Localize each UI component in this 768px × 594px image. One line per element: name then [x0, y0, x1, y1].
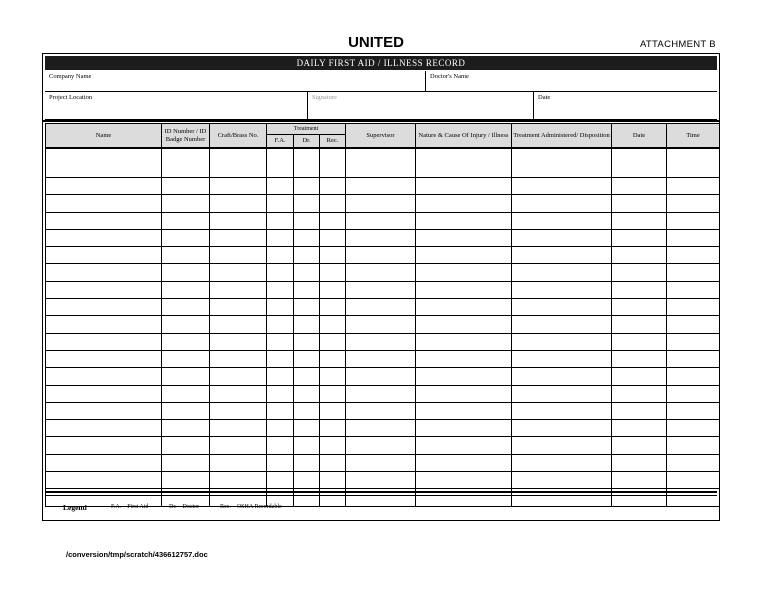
table-row — [46, 420, 720, 437]
table-cell[interactable] — [512, 264, 612, 281]
table-cell[interactable] — [46, 454, 162, 471]
table-cell[interactable] — [267, 195, 294, 212]
table-cell[interactable] — [346, 472, 416, 489]
table-cell[interactable] — [416, 350, 512, 367]
table-cell[interactable] — [612, 299, 667, 316]
table-cell[interactable] — [267, 437, 294, 454]
table-cell[interactable] — [612, 350, 667, 367]
table-cell[interactable] — [612, 178, 667, 195]
table-cell[interactable] — [210, 281, 267, 298]
table-cell[interactable] — [416, 264, 512, 281]
table-cell[interactable] — [320, 299, 346, 316]
table-cell[interactable] — [162, 472, 210, 489]
table-cell[interactable] — [294, 178, 320, 195]
legend-box — [45, 495, 717, 518]
col-id-number: ID Number / ID Badge Number — [162, 124, 210, 149]
table-cell[interactable] — [612, 333, 667, 350]
col-supervisor: Supervisor — [346, 124, 416, 149]
table-cell[interactable] — [320, 247, 346, 264]
table-cell[interactable] — [267, 148, 294, 178]
table-cell[interactable] — [320, 350, 346, 367]
table-cell[interactable] — [416, 385, 512, 402]
table-cell[interactable] — [46, 333, 162, 350]
table-row — [46, 299, 720, 316]
table-cell[interactable] — [210, 316, 267, 333]
table-cell[interactable] — [320, 178, 346, 195]
table-cell[interactable] — [346, 420, 416, 437]
table-cell[interactable] — [416, 420, 512, 437]
table-cell[interactable] — [210, 178, 267, 195]
legend-rec: Rec. – OSHA Recordable — [220, 504, 282, 510]
table-cell[interactable] — [267, 420, 294, 437]
table-cell[interactable] — [612, 281, 667, 298]
project-location-field[interactable] — [45, 92, 307, 119]
col-name: Name — [46, 124, 162, 149]
table-cell[interactable] — [320, 368, 346, 385]
table-row — [46, 264, 720, 281]
table-cell[interactable] — [512, 454, 612, 471]
table-cell[interactable] — [294, 333, 320, 350]
table-cell[interactable] — [346, 148, 416, 178]
table-cell[interactable] — [612, 229, 667, 246]
table-cell[interactable] — [210, 229, 267, 246]
table-cell[interactable] — [667, 437, 720, 454]
table-row — [46, 368, 720, 385]
table-cell[interactable] — [294, 247, 320, 264]
table-cell[interactable] — [346, 281, 416, 298]
table-cell[interactable] — [416, 402, 512, 419]
table-cell[interactable] — [46, 195, 162, 212]
table-cell[interactable] — [294, 212, 320, 229]
table-cell[interactable] — [612, 454, 667, 471]
table-cell[interactable] — [667, 212, 720, 229]
table-cell[interactable] — [294, 437, 320, 454]
first-aid-record-form — [42, 53, 720, 521]
table-cell[interactable] — [162, 368, 210, 385]
table-cell[interactable] — [346, 350, 416, 367]
table-cell[interactable] — [46, 402, 162, 419]
table-cell[interactable] — [346, 264, 416, 281]
table-cell[interactable] — [210, 368, 267, 385]
table-cell[interactable] — [294, 264, 320, 281]
table-body — [46, 148, 720, 506]
table-cell[interactable] — [267, 281, 294, 298]
table-cell[interactable] — [210, 420, 267, 437]
table-cell[interactable] — [667, 454, 720, 471]
project-location-label: Project Location — [49, 94, 93, 101]
table-cell[interactable] — [416, 437, 512, 454]
table-cell[interactable] — [512, 316, 612, 333]
table-cell[interactable] — [267, 472, 294, 489]
table-cell[interactable] — [667, 316, 720, 333]
table-cell[interactable] — [267, 333, 294, 350]
table-cell[interactable] — [210, 299, 267, 316]
table-row — [46, 229, 720, 246]
col-dr: Dr. — [294, 135, 320, 149]
table-cell[interactable] — [162, 385, 210, 402]
table-cell[interactable] — [667, 247, 720, 264]
table-cell[interactable] — [210, 148, 267, 178]
legend-dr: Dr. – Doctor — [169, 504, 200, 510]
table-cell[interactable] — [512, 247, 612, 264]
table-cell[interactable] — [162, 229, 210, 246]
table-cell[interactable] — [294, 368, 320, 385]
table-cell[interactable] — [162, 264, 210, 281]
table-cell[interactable] — [612, 195, 667, 212]
table-cell[interactable] — [346, 247, 416, 264]
table-cell[interactable] — [210, 264, 267, 281]
signature-field[interactable] — [308, 92, 532, 119]
table-cell[interactable] — [512, 368, 612, 385]
table-cell[interactable] — [346, 229, 416, 246]
table-cell[interactable] — [162, 350, 210, 367]
table-cell[interactable] — [46, 178, 162, 195]
col-treatment-administered: Treatment Administered/ Disposition — [512, 124, 612, 149]
signature-label: Signature — [312, 94, 337, 101]
table-cell[interactable] — [267, 402, 294, 419]
table-cell[interactable] — [512, 385, 612, 402]
table-cell[interactable] — [667, 402, 720, 419]
table-cell[interactable] — [416, 195, 512, 212]
table-cell[interactable] — [512, 299, 612, 316]
table-row — [46, 385, 720, 402]
table-cell[interactable] — [162, 437, 210, 454]
table-cell[interactable] — [667, 229, 720, 246]
table-cell[interactable] — [416, 368, 512, 385]
table-cell[interactable] — [612, 212, 667, 229]
table-row — [46, 247, 720, 264]
table-cell[interactable] — [612, 316, 667, 333]
table-cell[interactable] — [210, 195, 267, 212]
table-row — [46, 350, 720, 367]
table-cell[interactable] — [320, 333, 346, 350]
table-row — [46, 472, 720, 489]
table-cell[interactable] — [294, 402, 320, 419]
table-cell[interactable] — [320, 316, 346, 333]
table-cell[interactable] — [512, 148, 612, 178]
table-cell[interactable] — [346, 368, 416, 385]
location-signature-row — [45, 92, 717, 120]
table-cell[interactable] — [210, 437, 267, 454]
table-cell[interactable] — [46, 385, 162, 402]
table-cell[interactable] — [612, 402, 667, 419]
table-row — [46, 402, 720, 419]
table-cell[interactable] — [210, 402, 267, 419]
table-cell[interactable] — [294, 281, 320, 298]
table-row — [46, 437, 720, 454]
table-cell[interactable] — [667, 299, 720, 316]
table-cell[interactable] — [267, 247, 294, 264]
col-rec: Rec. — [320, 135, 346, 149]
col-fa: F.A. — [267, 135, 294, 149]
table-row — [46, 454, 720, 471]
table-cell[interactable] — [667, 472, 720, 489]
table-cell[interactable] — [416, 472, 512, 489]
table-cell[interactable] — [46, 420, 162, 437]
table-cell[interactable] — [210, 247, 267, 264]
table-cell[interactable] — [612, 247, 667, 264]
table-cell[interactable] — [294, 299, 320, 316]
injury-log-table — [45, 123, 720, 507]
table-cell[interactable] — [416, 247, 512, 264]
table-row — [46, 212, 720, 229]
date-label: Date — [538, 94, 551, 101]
table-cell[interactable] — [210, 333, 267, 350]
doctor-name-field[interactable] — [426, 71, 717, 91]
table-cell[interactable] — [162, 333, 210, 350]
table-cell[interactable] — [294, 195, 320, 212]
table-cell[interactable] — [294, 472, 320, 489]
table-cell[interactable] — [612, 420, 667, 437]
table-row — [46, 178, 720, 195]
table-cell[interactable] — [416, 316, 512, 333]
table-row — [46, 148, 720, 178]
table-cell[interactable] — [210, 472, 267, 489]
date-field[interactable] — [534, 92, 717, 119]
table-cell[interactable] — [320, 264, 346, 281]
table-cell[interactable] — [320, 212, 346, 229]
table-cell[interactable] — [320, 472, 346, 489]
table-cell[interactable] — [667, 385, 720, 402]
table-cell[interactable] — [667, 148, 720, 178]
table-cell[interactable] — [267, 316, 294, 333]
table-cell[interactable] — [512, 212, 612, 229]
col-time: Time — [667, 124, 720, 149]
table-cell[interactable] — [512, 229, 612, 246]
table-cell[interactable] — [667, 178, 720, 195]
table-cell[interactable] — [667, 333, 720, 350]
col-craft: Craft/Brass No. — [210, 124, 267, 149]
table-cell[interactable] — [612, 264, 667, 281]
company-name-field[interactable] — [45, 71, 425, 91]
table-cell[interactable] — [162, 148, 210, 178]
table-cell[interactable] — [267, 212, 294, 229]
table-cell[interactable] — [320, 402, 346, 419]
table-cell[interactable] — [267, 264, 294, 281]
table-cell[interactable] — [210, 454, 267, 471]
table-cell[interactable] — [46, 299, 162, 316]
table-cell[interactable] — [346, 316, 416, 333]
table-cell[interactable] — [416, 333, 512, 350]
table-cell[interactable] — [667, 350, 720, 367]
legend-title: Legend — [63, 503, 87, 512]
legend-fa: F.A. – First Aid — [111, 504, 149, 510]
table-cell[interactable] — [162, 281, 210, 298]
table-cell[interactable] — [46, 229, 162, 246]
table-cell[interactable] — [320, 229, 346, 246]
table-cell[interactable] — [612, 437, 667, 454]
table-cell[interactable] — [416, 281, 512, 298]
table-cell[interactable] — [320, 454, 346, 471]
table-cell[interactable] — [294, 148, 320, 178]
table-row — [46, 195, 720, 212]
company-name-label: Company Name — [49, 73, 92, 80]
table-cell[interactable] — [267, 229, 294, 246]
table-cell[interactable] — [416, 229, 512, 246]
table-cell[interactable] — [46, 247, 162, 264]
table-row — [46, 316, 720, 333]
table-cell[interactable] — [320, 437, 346, 454]
table-cell[interactable] — [210, 212, 267, 229]
file-path-footer: /conversion/tmp/scratch/436612757.doc — [66, 550, 208, 559]
document-title: UNITED — [348, 34, 404, 51]
table-cell[interactable] — [267, 299, 294, 316]
table-cell[interactable] — [294, 350, 320, 367]
table-cell[interactable] — [210, 385, 267, 402]
table-cell[interactable] — [267, 350, 294, 367]
company-doctor-row — [45, 71, 717, 92]
table-cell[interactable] — [320, 281, 346, 298]
table-cell[interactable] — [346, 454, 416, 471]
table-cell[interactable] — [46, 148, 162, 178]
table-cell[interactable] — [512, 402, 612, 419]
table-cell[interactable] — [512, 472, 612, 489]
table-cell[interactable] — [346, 195, 416, 212]
table-cell[interactable] — [667, 368, 720, 385]
col-date: Date — [612, 124, 667, 149]
table-cell[interactable] — [346, 178, 416, 195]
table-cell[interactable] — [267, 454, 294, 471]
table-cell[interactable] — [346, 437, 416, 454]
table-cell[interactable] — [162, 195, 210, 212]
table-cell[interactable] — [294, 229, 320, 246]
table-cell[interactable] — [162, 316, 210, 333]
table-cell[interactable] — [612, 472, 667, 489]
form-banner: DAILY FIRST AID / ILLNESS RECORD — [45, 56, 717, 70]
table-cell[interactable] — [346, 299, 416, 316]
table-cell[interactable] — [162, 420, 210, 437]
table-cell[interactable] — [667, 264, 720, 281]
table-cell[interactable] — [416, 148, 512, 178]
table-cell[interactable] — [162, 402, 210, 419]
table-cell[interactable] — [320, 420, 346, 437]
table-cell[interactable] — [612, 368, 667, 385]
table-cell[interactable] — [512, 178, 612, 195]
table-cell[interactable] — [162, 299, 210, 316]
table-cell[interactable] — [667, 420, 720, 437]
table-cell[interactable] — [416, 299, 512, 316]
table-cell[interactable] — [667, 281, 720, 298]
table-cell[interactable] — [267, 178, 294, 195]
table-cell[interactable] — [46, 437, 162, 454]
table-cell[interactable] — [46, 264, 162, 281]
table-cell[interactable] — [46, 212, 162, 229]
table-cell[interactable] — [162, 454, 210, 471]
table-cell[interactable] — [294, 385, 320, 402]
table-cell[interactable] — [320, 385, 346, 402]
table-cell[interactable] — [162, 178, 210, 195]
table-cell[interactable] — [46, 316, 162, 333]
table-cell[interactable] — [346, 333, 416, 350]
section-rule — [43, 120, 719, 122]
table-cell[interactable] — [210, 350, 267, 367]
table-cell[interactable] — [46, 350, 162, 367]
table-cell[interactable] — [416, 454, 512, 471]
table-cell[interactable] — [612, 385, 667, 402]
table-cell[interactable] — [512, 437, 612, 454]
table-cell[interactable] — [162, 212, 210, 229]
table-cell[interactable] — [294, 316, 320, 333]
legend — [45, 491, 717, 518]
table-cell[interactable] — [46, 472, 162, 489]
table-cell[interactable] — [612, 148, 667, 178]
table-row — [46, 333, 720, 350]
table-cell[interactable] — [346, 212, 416, 229]
table-cell[interactable] — [512, 333, 612, 350]
table-cell[interactable] — [162, 247, 210, 264]
table-cell[interactable] — [267, 385, 294, 402]
table-cell[interactable] — [346, 402, 416, 419]
table-cell[interactable] — [667, 195, 720, 212]
table-cell[interactable] — [512, 350, 612, 367]
attachment-label: ATTACHMENT B — [640, 39, 716, 50]
table-cell[interactable] — [512, 420, 612, 437]
table-cell[interactable] — [512, 195, 612, 212]
table-cell[interactable] — [267, 368, 294, 385]
table-cell[interactable] — [294, 454, 320, 471]
table-cell[interactable] — [416, 178, 512, 195]
table-cell[interactable] — [46, 281, 162, 298]
table-cell[interactable] — [320, 148, 346, 178]
col-nature: Nature & Cause Of Injury / Illness — [416, 124, 512, 149]
table-cell[interactable] — [294, 420, 320, 437]
doctor-name-label: Doctor's Name — [430, 73, 469, 80]
table-row — [46, 281, 720, 298]
col-treatment: Treatment — [267, 124, 346, 135]
table-cell[interactable] — [320, 195, 346, 212]
table-cell[interactable] — [46, 368, 162, 385]
table-cell[interactable] — [416, 212, 512, 229]
table-cell[interactable] — [512, 281, 612, 298]
table-cell[interactable] — [346, 385, 416, 402]
